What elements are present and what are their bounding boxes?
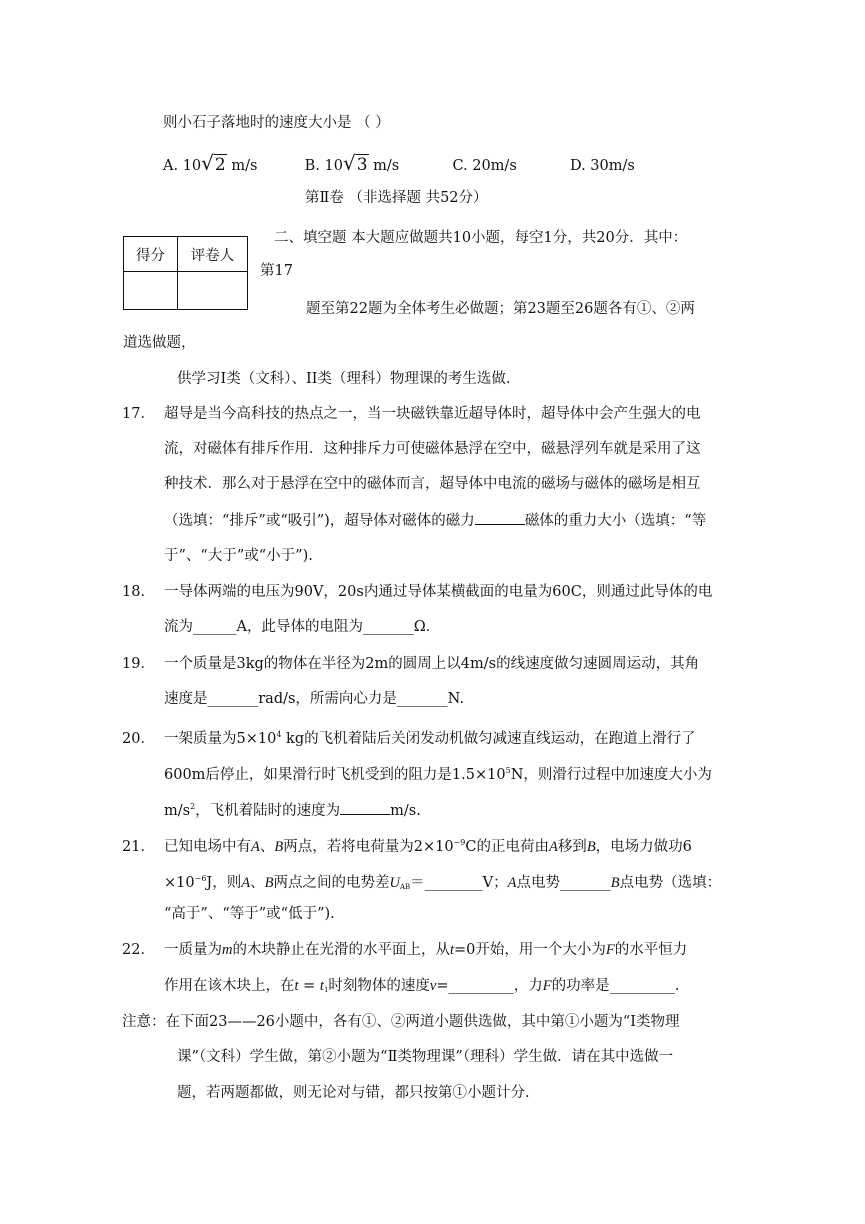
question-number: 17．: [122, 406, 155, 422]
section-title: 第Ⅱ卷 （非选择题 共52分）: [305, 190, 488, 206]
q16-options: [163, 152, 635, 180]
score-header: 得分: [124, 237, 178, 272]
question-17: 17． 超导是当今高科技的热点之一，当一块磁铁靠近超导体时，超导体中会产生强大的电: [122, 406, 701, 422]
note-line: 题，若两题都做，则无论对与错，都只按第①小题计分.: [177, 1085, 530, 1101]
sqrt-symbol: √2: [201, 151, 226, 175]
question-20: 20． 一架质量为$5\times 10^4$ kg的飞机着陆后关闭发动机做匀减速直线运动，在跑道上滑行了: [122, 730, 696, 747]
q21-line: “高于”、“等于”或“低于”).: [164, 906, 335, 922]
section-instructions: 题至第22题为全体考生必做题；第23题至26题各有①、②两: [306, 301, 695, 317]
question-number: 21．: [122, 839, 155, 855]
q20-line: $m/s^2$，飞机着陆时的速度为 m/s.: [164, 802, 421, 819]
question-number: 20．: [122, 731, 155, 747]
q17-line: 种技术．那么对于悬浮在空中的磁体而言，超导体中电流的磁场与磁体的磁场是相互: [164, 476, 701, 492]
q20-line: 600m后停止，如果滑行时飞机受到的阻力是$1.5\times 10^5N$，则滑行过程中加速度大小为: [164, 766, 712, 783]
q22-line: 作用在该木块上，在$t = t_1$时刻物体的速度v=_________，力F的功率是_________.: [164, 978, 680, 994]
question-21: 21． 已知电场中有A、B两点，若将电荷量为$2\times 10^{-9}C$的正电荷由A移到B，电场力做功6: [122, 838, 692, 855]
answer-blank[interactable]: [340, 800, 390, 815]
q19-line: 速度是_______rad/s，所需向心力是_______N.: [164, 691, 465, 707]
option-b: B. 10√3 m/s: [304, 151, 400, 175]
question-19: 19． 一个质量是3kg的物体在半径为2m的圆周上以4m/s的线速度做匀速圆周运动，其角: [122, 656, 700, 672]
sqrt-symbol: √3: [342, 151, 368, 175]
option-d: D. 30m/s: [569, 158, 635, 174]
q16-stem: 则小石子落地时的速度大小是 （ ）: [163, 115, 390, 131]
note-line: 课”（文科）学生做，第②小题为“Ⅱ类物理课”（理科）学生做．请在其中选做一: [177, 1049, 674, 1065]
option-c: C. 20m/s: [452, 158, 517, 174]
section-instructions: 第17: [260, 263, 293, 279]
grader-cell: [178, 272, 248, 310]
question-number: 22．: [122, 942, 155, 958]
note: 注意：在下面23——26小题中，各有①、②两道小题供选做，其中第①小题为“Ⅰ类物理: [122, 1014, 680, 1030]
option-a: A. 10√2 m/s: [163, 151, 258, 175]
question-22: 22． 一质量为m的木块静止在光滑的水平面上，从t=0开始，用一个大小为F的水平恒力: [122, 942, 688, 958]
question-number: 19．: [122, 656, 155, 672]
section-instructions: 二、填空题 本大题应做题共10小题，每空1分，共20分．其中：: [274, 230, 688, 246]
q18-line: 流为______A，此导体的电阻为_______Ω．: [164, 619, 441, 635]
q17-line: 于”、“大于”或“小于”).: [164, 548, 313, 564]
section-instructions: 供学习Ⅰ类（文科）、II类（理科）物理课的考生选做.: [177, 371, 511, 387]
score-cell: [124, 272, 178, 310]
question-number: 18．: [122, 584, 155, 600]
grader-header: 评卷人: [178, 237, 248, 272]
question-18: 18． 一导体两端的电压为90V，20s内通过导体某横截面的电量为60C，则通过此导体的电: [122, 584, 713, 600]
q17-line: （选填：“排斥”或“吸引”)，超导体对磁体的磁力 磁体的重力大小（选填：“等: [164, 510, 706, 531]
q17-line: 流，对磁体有排斥作用．这种排斥力可使磁体悬浮在空中，磁悬浮列车就是采用了这: [164, 441, 701, 457]
answer-blank[interactable]: [475, 510, 525, 525]
section-instructions: 道选做题，: [123, 335, 196, 351]
score-table: [123, 236, 248, 310]
q21-line: $\times 10^{-6}J$，则A、B两点之间的电势差$U_{AB}=\_\_\_\_\_\_\_\_V$；A点电势_______B点电势（选填：: [164, 874, 722, 891]
